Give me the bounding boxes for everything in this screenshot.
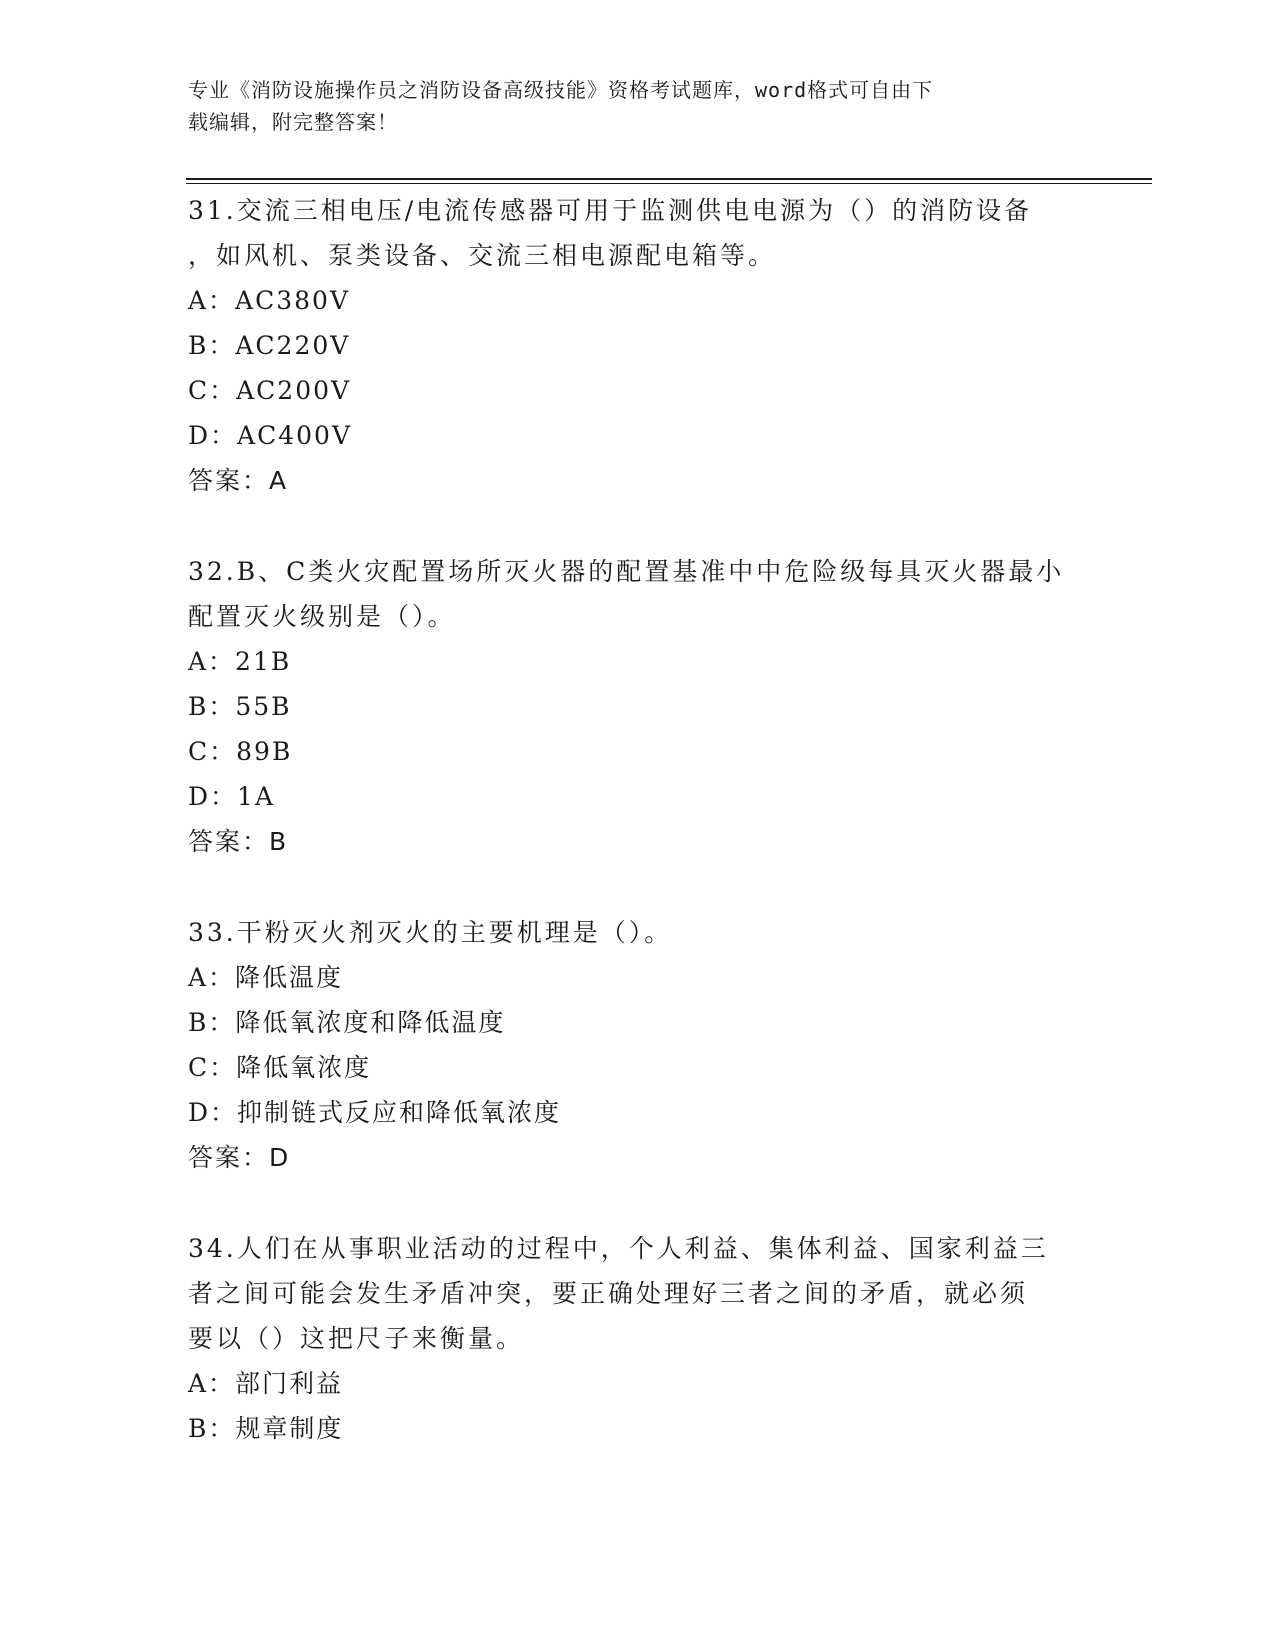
header-line-2: 载编辑，附完整答案！ xyxy=(188,110,398,134)
document-header xyxy=(188,74,1068,138)
option-d: D：AC400V xyxy=(188,421,352,450)
option-c: C：AC200V xyxy=(188,376,352,405)
option-c: C：降低氧浓度 xyxy=(188,1053,372,1082)
question-stem-line: 者之间可能会发生矛盾冲突，要正确处理好三者之间的矛盾，就必须 xyxy=(188,1279,1029,1308)
header-line-1: 专业《消防设施操作员之消防设备高级技能》资格考试题库，word格式可自由下 xyxy=(188,78,934,102)
option-a: A：部门利益 xyxy=(188,1369,344,1398)
question-stem-line: 要以（）这把尺子来衡量。 xyxy=(188,1324,525,1353)
option-b: B：AC220V xyxy=(188,331,351,360)
question-34 xyxy=(188,1226,1088,1451)
question-stem-line: 34.人们在从事职业活动的过程中，个人利益、集体利益、国家利益三 xyxy=(188,1234,1049,1263)
option-b: B：55B xyxy=(188,692,292,721)
option-b: B：降低氧浓度和降低温度 xyxy=(188,1008,506,1037)
option-d: D：抑制链式反应和降低氧浓度 xyxy=(188,1098,562,1127)
question-stem-line: 33.干粉灭火剂灭火的主要机理是（）。 xyxy=(188,918,673,947)
option-a: A：21B xyxy=(188,647,292,676)
question-list xyxy=(188,188,1088,1451)
question-stem-line: ，如风机、泵类设备、交流三相电源配电箱等。 xyxy=(188,241,777,270)
header-divider-thin xyxy=(186,183,1152,184)
question-33 xyxy=(188,910,1088,1180)
option-a: A：AC380V xyxy=(188,286,351,315)
option-b: B：规章制度 xyxy=(188,1414,344,1443)
answer: 答案：A xyxy=(188,466,289,495)
option-d: D：1A xyxy=(188,782,276,811)
question-stem-line: 配置灭火级别是（）。 xyxy=(188,602,456,631)
question-32 xyxy=(188,549,1088,864)
question-stem-line: 31.交流三相电压/电流传感器可用于监测供电电源为（）的消防设备 xyxy=(188,196,1033,225)
answer: 答案：B xyxy=(188,827,289,856)
option-a: A：降低温度 xyxy=(188,963,344,992)
answer: 答案：D xyxy=(188,1143,291,1172)
question-31 xyxy=(188,188,1088,503)
question-stem-line: 32.B、C类火灾配置场所灭火器的配置基准中中危险级每具灭火器最小 xyxy=(188,557,1065,586)
header-divider-thick xyxy=(186,178,1152,180)
option-c: C：89B xyxy=(188,737,293,766)
